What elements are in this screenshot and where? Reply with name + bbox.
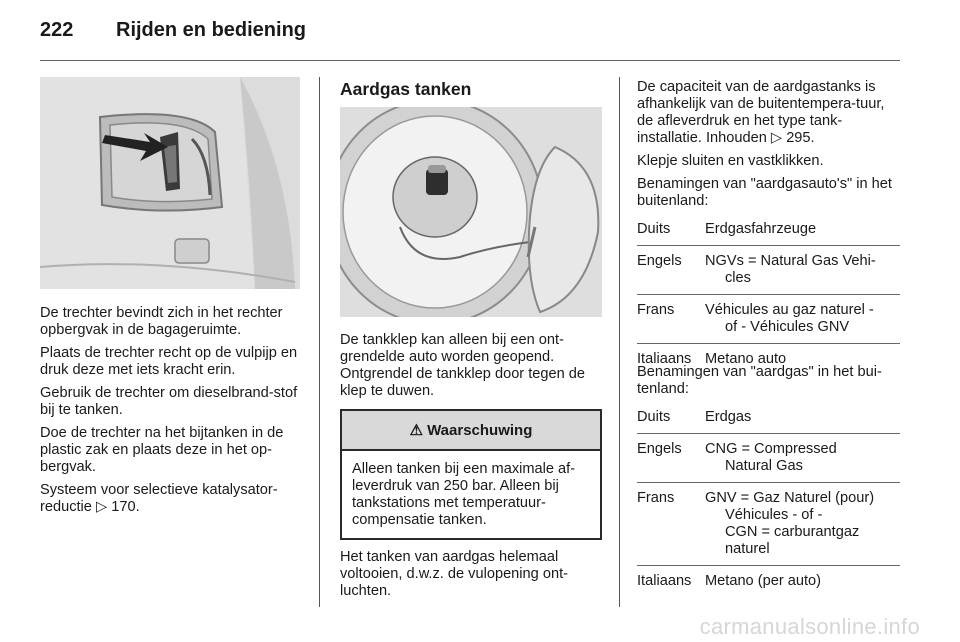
value-cell: CNG = Compressed <box>705 441 837 457</box>
section-title: Aardgas tanken <box>340 79 472 99</box>
table-row <box>637 566 900 597</box>
value-cell: Metano (per auto) <box>705 573 822 589</box>
funnel-storage-photo <box>40 77 300 289</box>
table-row <box>637 246 900 295</box>
value-cell: of - Véhicules GNV <box>725 319 850 335</box>
table-row <box>637 434 900 483</box>
lang-cell: Italiaans <box>637 351 692 367</box>
warning-text: Alleen tanken bij een maximale af-leverdruk van 250 bar. Alleen bij tankstations met temperatuur-compensatie tanken. <box>352 461 576 528</box>
fuel-flap-photo <box>340 107 602 317</box>
warning-title: Waarschuwing <box>427 421 533 439</box>
page-number: 222 <box>40 19 74 41</box>
paragraph: De trechter bevindt zich in het rechter opbergvak in de bagageruimte. <box>40 305 283 338</box>
paragraph: Het tanken van aardgas helemaal voltooien, d.w.z. de vulopening ont-luchten. <box>340 549 568 599</box>
paragraph <box>637 79 903 147</box>
lang-cell: Italiaans <box>637 573 692 589</box>
value-cell: NGVs = Natural Gas Vehi- <box>705 253 876 269</box>
value-cell: Erdgasfahrzeuge <box>705 221 817 237</box>
names-table-vehicles <box>637 221 900 375</box>
lang-cell: Frans <box>637 302 675 318</box>
lang-cell: Duits <box>637 409 671 425</box>
watermark: carmanualsonline.info <box>699 614 920 639</box>
paragraph: De tankklep kan alleen bij een ont-grendelde auto worden geopend. Ontgrendel de tankklep door tegen de klep te duwen. <box>340 332 586 399</box>
page-title: Rijden en bediening <box>116 19 307 41</box>
paragraph: Doe de trechter na het bijtanken in de plastic zak en plaats deze in het op-bergvak. <box>40 425 284 475</box>
column-divider <box>619 77 620 607</box>
value-cell: naturel <box>725 541 770 557</box>
page-ref-link[interactable]: 170. <box>111 499 140 515</box>
paragraph: Benamingen van "aardgas" in het bui-tenland: <box>637 364 882 397</box>
page-ref-link[interactable]: 295. <box>786 130 815 146</box>
value-cell: Erdgas <box>705 409 752 425</box>
paragraph: Klepje sluiten en vastklikken. <box>637 153 824 169</box>
page-ref-arrow-icon: ▷ <box>770 130 783 146</box>
table-row <box>637 295 900 344</box>
value-cell: GNV = Gaz Naturel (pour) <box>705 490 875 506</box>
warning-header <box>342 411 600 451</box>
table-row <box>637 221 900 246</box>
page-ref-arrow-icon: ▷ <box>95 499 108 515</box>
paragraph: Benamingen van "aardgasauto's" in het buitenland: <box>637 176 892 209</box>
value-cell: Natural Gas <box>725 458 803 474</box>
lang-cell: Duits <box>637 221 671 237</box>
warning-box <box>340 409 602 540</box>
paragraph-text: De capaciteit van de aardgastanks is afhankelijk van de buitentempera-tuur, de afleverdruk en het type tank-installatie. Inhouden <box>637 79 885 146</box>
paragraph: Gebruik de trechter om dieselbrand-stof bij te tanken. <box>40 385 298 418</box>
lang-cell: Frans <box>637 490 675 506</box>
paragraph <box>40 482 306 516</box>
value-cell: CGN = carburantgaz <box>725 524 860 540</box>
lang-cell: Engels <box>637 253 682 269</box>
paragraph-text: Systeem voor selectieve katalysator-reductie <box>40 482 278 515</box>
value-cell: Metano auto <box>705 351 787 367</box>
lang-cell: Engels <box>637 441 682 457</box>
trunk-compartment-illustration <box>40 77 300 289</box>
fuel-flap-illustration <box>340 107 602 317</box>
paragraph: Plaats de trechter recht op de vulpijp en druk deze met iets kracht erin. <box>40 345 298 378</box>
header-divider <box>40 60 900 61</box>
table-row <box>637 483 900 566</box>
column-divider <box>319 77 320 607</box>
names-table-gas <box>637 409 900 597</box>
value-cell: cles <box>725 270 751 286</box>
table-row <box>637 409 900 434</box>
value-cell: Véhicules au gaz naturel - <box>705 302 874 318</box>
warning-triangle-icon: ⚠ <box>409 422 424 439</box>
value-cell: Véhicules - of - <box>725 507 823 523</box>
